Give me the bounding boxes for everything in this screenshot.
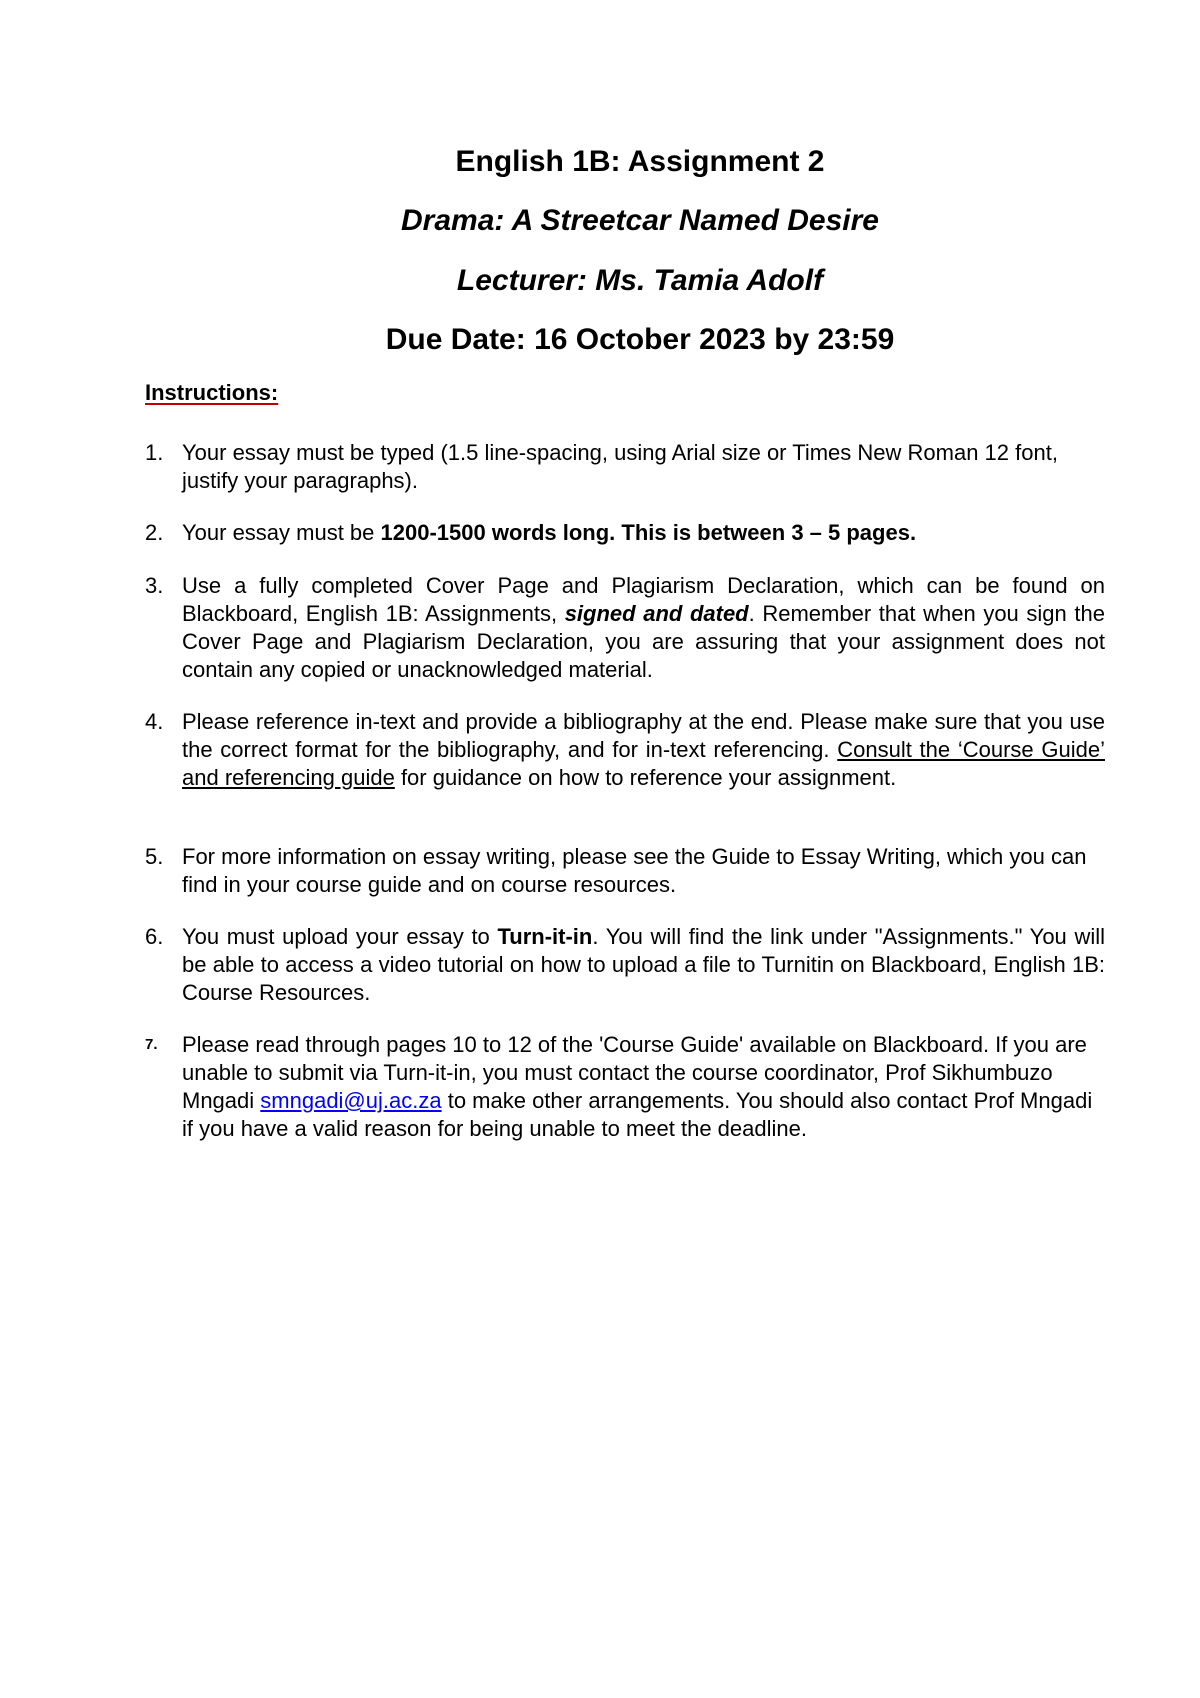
list-number: 3. xyxy=(145,573,164,598)
coordinator-email-link[interactable]: smngadi@uj.ac.za xyxy=(260,1088,442,1113)
instruction-item-6 xyxy=(145,923,1105,1007)
list-number: 1. xyxy=(145,440,164,465)
instruction-text-part: Use a fully completed Cover Page and Plagiarism Declaration, which can be found on Blackboard, English 1B: Assignments, xyxy=(182,573,1105,626)
instruction-text xyxy=(182,843,1105,899)
instruction-text-part: Please read through pages 10 to 12 of the 'Course Guide' available on Blackboard. If you are unable to submit via Turn-it-in, you must contact the course coordinator, Prof Sikhumbuzo Mngadi xyxy=(182,1032,1087,1113)
instruction-text xyxy=(182,572,1105,684)
instruction-text-part: Your essay must be typed (1.5 line-spacing, using Arial size or Times New Roman 12 font, justify your paragraphs). xyxy=(182,440,1058,493)
instruction-text-part: For more information on essay writing, please see the Guide to Essay Writing, which you can find in your course guide and on course resources. xyxy=(182,844,1087,897)
instruction-text-part: Please reference in-text and provide a bibliography at the end. Please make sure that you use the correct format for the bibliography, and for in-text referencing. xyxy=(182,709,1105,762)
instruction-text-part: for guidance on how to reference your assignment. xyxy=(394,765,897,790)
word-count-requirement: 1200-1500 words long. This is between 3 – 5 pages. xyxy=(380,520,917,545)
list-number: 2. xyxy=(145,520,164,545)
instruction-text xyxy=(182,708,1105,792)
list-number: 6. xyxy=(145,924,164,949)
instruction-text-part: Your essay must be xyxy=(182,520,381,545)
instruction-text-part: to make other arrangements. You should also contact Prof Mngadi if you have a valid reason for being unable to meet the deadline. xyxy=(182,1088,1093,1141)
instruction-text xyxy=(182,923,1105,1007)
instruction-item-1 xyxy=(145,439,1105,495)
instruction-item-4 xyxy=(145,708,1105,792)
instruction-text-part: You must upload your essay to xyxy=(182,924,498,949)
due-date-line: Due Date: 16 October 2023 by 23:59 xyxy=(385,323,895,356)
lecturer-line: Lecturer: Ms. Tamia Adolf xyxy=(456,264,824,297)
list-number: 4. xyxy=(145,709,164,734)
document-title: English 1B: Assignment 2 xyxy=(455,145,825,178)
instruction-text-part: . Remember that when you sign the Cover Page and Plagiarism Declaration, you are assuring that your assignment does not contain any copied or unacknowledged material. xyxy=(182,601,1105,682)
instruction-item-5 xyxy=(145,843,1105,899)
turnitin-emphasis: Turn-it-in xyxy=(497,924,593,949)
instruction-text xyxy=(182,1031,1105,1143)
document-subtitle: Drama: A Streetcar Named Desire xyxy=(401,204,879,237)
signed-and-dated-emphasis: signed and dated xyxy=(564,601,749,626)
instruction-text xyxy=(182,439,1105,495)
instruction-item-7 xyxy=(145,1031,1105,1143)
instruction-text xyxy=(182,519,1105,547)
instruction-item-3 xyxy=(145,572,1105,684)
list-number: 7. xyxy=(145,1036,158,1053)
course-guide-reference: Consult the ‘Course Guide’ and referencing guide xyxy=(182,737,1105,790)
instruction-item-2 xyxy=(145,519,1105,547)
instruction-text-part: . You will find the link under "Assignments." You will be able to access a video tutorial on how to upload a file to Turnitin on Blackboard, English 1B: Course Resources. xyxy=(182,924,1106,1005)
list-number: 5. xyxy=(145,844,164,869)
instructions-heading: Instructions: xyxy=(145,380,279,405)
